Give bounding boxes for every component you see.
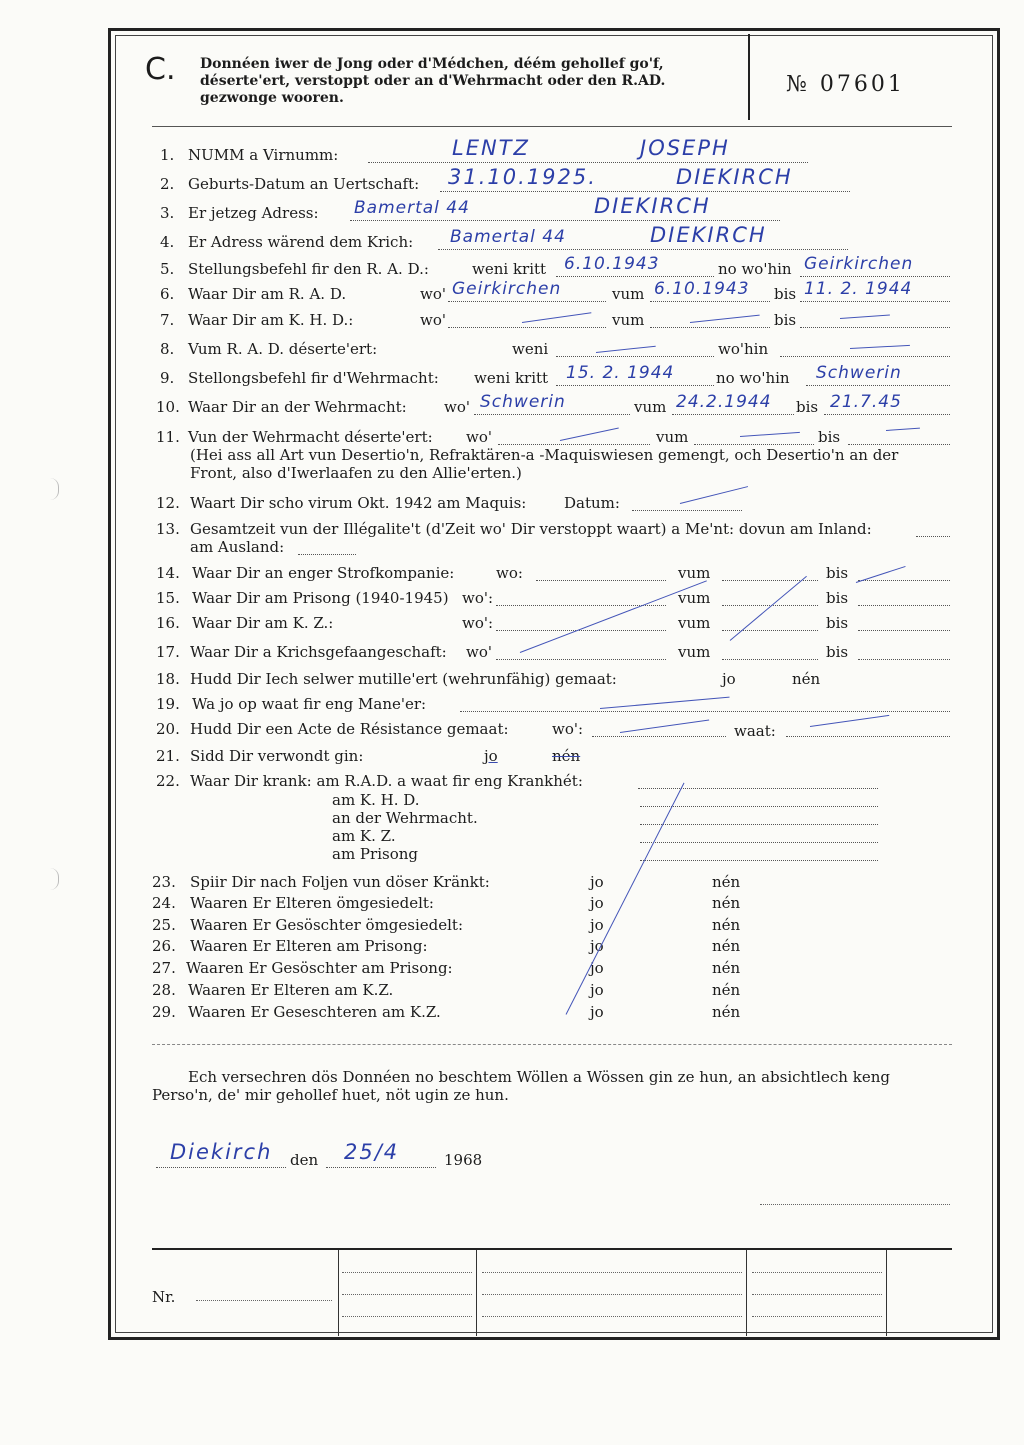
handwritten-wehrmacht-to: 21.7.45	[830, 392, 902, 412]
row-keyword: bis	[818, 428, 841, 446]
row-label: Waar Dir am R. A. D.	[188, 285, 347, 303]
option-no[interactable]: nén	[712, 873, 741, 891]
kz-from-field[interactable]	[722, 630, 818, 631]
row-number: 12.	[156, 494, 180, 512]
form-number	[786, 72, 905, 97]
option-yes[interactable]: jo	[590, 981, 604, 999]
row-label: Waar Dir am Prisong (1940-1945)	[192, 589, 449, 607]
header-divider	[748, 34, 750, 120]
wehrmacht-to-field[interactable]	[824, 414, 950, 415]
rad-desert-destination-field[interactable]	[780, 356, 950, 357]
row-number: 18.	[156, 670, 180, 688]
row-label: Vun der Wehrmacht déserte'ert:	[188, 428, 433, 446]
row-number: 23.	[152, 873, 176, 891]
row-number: 10.	[156, 398, 180, 416]
handwritten-firstname: JOSEPH	[640, 136, 730, 160]
row-label: Waar Dir am K. H. D.:	[188, 311, 354, 329]
row-label: Sidd Dir verwondt gin:	[190, 747, 364, 765]
resistance-what-field[interactable]	[786, 736, 950, 737]
row-keyword: vum	[612, 285, 645, 303]
row-label: Waar Dir an der Wehrmacht:	[188, 398, 407, 416]
footer-field[interactable]	[342, 1294, 472, 1295]
den-label: den	[290, 1151, 319, 1169]
row-label: Hudd Dir Iech selwer mutille'ert (wehrunfähig) gemaat:	[190, 670, 617, 688]
row-keyword: wo:	[496, 564, 523, 582]
option-no[interactable]: nén	[712, 894, 741, 912]
row-number: 25.	[152, 916, 176, 934]
row-label: Gesamtzeit vun der Illégalite't (d'Zeit wo' Dir verstoppt waart) a Me'nt: dovun am Inland:	[190, 520, 872, 538]
handwritten-town: DIEKIRCH	[594, 194, 711, 218]
desertion-to-field[interactable]	[848, 444, 950, 445]
row-number: 16.	[156, 614, 180, 632]
pow-to-field[interactable]	[858, 659, 950, 660]
address-field[interactable]	[350, 220, 780, 221]
row-keyword: waat:	[734, 722, 776, 740]
wehrmacht-place-field[interactable]	[474, 414, 630, 415]
row-label: Stellungsbefehl fir den R. A. D.:	[188, 260, 429, 278]
handwritten-date: 25/4	[344, 1140, 400, 1164]
row-number: 5.	[160, 260, 175, 278]
nr-field[interactable]	[196, 1300, 332, 1301]
option-yes[interactable]: jo	[590, 916, 604, 934]
illness-kz-field[interactable]	[640, 842, 878, 843]
row-number: 26.	[152, 937, 176, 955]
row-number: 7.	[160, 311, 175, 329]
punishment-company-from-field[interactable]	[722, 580, 818, 581]
pow-from-field[interactable]	[722, 659, 818, 660]
row-number: 9.	[160, 369, 175, 387]
handwritten-birthplace: DIEKIRCH	[676, 165, 793, 189]
row-note: (Hei ass all Art vun Desertio'n, Refraktären-a -Maquiswiesen gemengt, och Desertio'n an der Front, also d'Iwerlaafen zu den Allie'erten.)	[190, 446, 899, 482]
number-sign: №	[786, 72, 810, 97]
handwritten-place: Diekirch	[170, 1140, 273, 1164]
row-number: 8.	[160, 340, 175, 358]
khd-to-field[interactable]	[800, 327, 950, 328]
punch-hole	[50, 478, 59, 500]
row-number: 13.	[156, 520, 180, 538]
row-keyword: vum	[678, 643, 711, 661]
handwritten-surname: LENTZ	[452, 136, 530, 160]
option-yes[interactable]: jo	[590, 1003, 604, 1021]
handwritten-rad-place: Geirkirchen	[452, 279, 562, 299]
row-label: Waaren Er Geseschteren am K.Z.	[188, 1003, 441, 1021]
option-no[interactable]: nén	[792, 670, 821, 688]
row-label: Waaren Er Elteren ömgesiedelt:	[190, 894, 434, 912]
handwritten-address: Bamertal 44	[354, 198, 470, 218]
row-label: Geburts-Datum an Uertschaft:	[188, 175, 420, 193]
row-number: 29.	[152, 1003, 176, 1021]
footer-rule	[152, 1248, 952, 1250]
footer-field[interactable]	[342, 1272, 472, 1273]
rad-desert-date-field[interactable]	[556, 356, 714, 357]
footer-field[interactable]	[342, 1316, 472, 1317]
row-keyword: weni kritt	[472, 260, 547, 278]
year-label: 1968	[444, 1151, 483, 1169]
section-letter: C.	[145, 52, 176, 87]
row-number: 4.	[160, 233, 175, 251]
row-keyword: bis	[796, 398, 819, 416]
declaration-text: Ech versechren dös Donnéen no beschtem Wöllen a Wössen gin ze hun, an absichtlech keng Perso'n, de' mir gehollef huet, nöt ugin ze hun.	[152, 1068, 890, 1104]
row-number: 2.	[160, 175, 175, 193]
row-keyword: weni kritt	[474, 369, 549, 387]
punishment-company-place-field[interactable]	[536, 580, 666, 581]
option-yes[interactable]: jo	[722, 670, 736, 688]
row-label: Waaren Er Elteren am Prisong:	[190, 937, 428, 955]
illness-prison-field[interactable]	[640, 860, 878, 861]
illness-wehrmacht-field[interactable]	[640, 824, 878, 825]
wehrmacht-destination-field[interactable]	[806, 385, 950, 386]
mutilation-manner-field[interactable]	[460, 711, 950, 712]
row-label: Er jetzeg Adress:	[188, 204, 319, 222]
row-number: 14.	[156, 564, 180, 582]
option-no[interactable]: nén	[712, 981, 741, 999]
footer-field[interactable]	[482, 1272, 742, 1273]
handwritten-rad-order-date: 6.10.1943	[564, 254, 660, 274]
row-keyword: wo':	[552, 720, 584, 738]
row-keyword: no wo'hin	[718, 260, 792, 278]
kz-to-field[interactable]	[858, 630, 950, 631]
row-label: Waar Dir an enger Strofkompanie:	[192, 564, 455, 582]
birth-field[interactable]	[440, 191, 850, 192]
row-keyword: bis	[826, 589, 849, 607]
row-label: Er Adress wärend dem Krich:	[188, 233, 414, 251]
option-no[interactable]: nén	[712, 916, 741, 934]
row-keyword: bis	[826, 643, 849, 661]
row-keyword: wo'	[466, 643, 492, 661]
row-label: Stellongsbefehl fir d'Wehrmacht:	[188, 369, 439, 387]
row-keyword: vum	[656, 428, 689, 446]
pow-place-field[interactable]	[496, 659, 666, 660]
rad-place-field[interactable]	[448, 301, 606, 302]
handwritten-war-address: Bamertal 44	[450, 227, 566, 247]
option-yes[interactable]: jo	[590, 959, 604, 977]
row-keyword: wo':	[462, 614, 494, 632]
desertion-place-field[interactable]	[498, 444, 650, 445]
handwritten-rad-destination: Geirkirchen	[804, 254, 914, 274]
row-keyword: vum	[678, 589, 711, 607]
handwritten-rad-from: 6.10.1943	[654, 279, 750, 299]
row-keyword: vum	[678, 564, 711, 582]
row-keyword: vum	[678, 614, 711, 632]
abroad-time-field[interactable]	[298, 554, 356, 555]
footer-field[interactable]	[752, 1272, 882, 1273]
option-yes-selected[interactable]: jo	[484, 747, 498, 765]
row-number: 27.	[152, 959, 176, 977]
row-number: 28.	[152, 981, 176, 999]
footer-field[interactable]	[482, 1316, 742, 1317]
khd-from-field[interactable]	[650, 327, 770, 328]
row-keyword: wo'	[466, 428, 492, 446]
row-label: Spiir Dir nach Foljen vun döser Kränkt:	[190, 873, 490, 891]
row-label: Hudd Dir een Acte de Résistance gemaat:	[190, 720, 509, 738]
row-number: 24.	[152, 894, 176, 912]
wehrmacht-from-field[interactable]	[672, 414, 794, 415]
handwritten-rad-to: 11. 2. 1944	[804, 279, 913, 299]
war-address-field[interactable]	[438, 249, 848, 250]
row-number: 6.	[160, 285, 175, 303]
handwritten-wehrmacht-from: 24.2.1944	[676, 392, 772, 412]
row-keyword: bis	[826, 614, 849, 632]
row-number: 1.	[160, 146, 175, 164]
row-number: 11.	[156, 428, 180, 446]
row-number: 20.	[156, 720, 180, 738]
row-label: Waaren Er Elteren am K.Z.	[188, 981, 394, 999]
name-field[interactable]	[368, 162, 808, 163]
khd-place-field[interactable]	[448, 327, 606, 328]
option-yes[interactable]: jo	[590, 937, 604, 955]
resistance-place-field[interactable]	[592, 736, 726, 737]
number-value: 07601	[819, 72, 905, 97]
row-keyword: bis	[774, 285, 797, 303]
row-keyword: bis	[826, 564, 849, 582]
desertion-from-field[interactable]	[694, 444, 814, 445]
illness-khd-field[interactable]	[640, 806, 878, 807]
row-keyword: Datum:	[564, 494, 620, 512]
signature-field[interactable]	[760, 1204, 950, 1205]
option-yes[interactable]: jo	[590, 894, 604, 912]
row-keyword: bis	[774, 311, 797, 329]
form-intro: Donnéen iwer de Jong oder d'Médchen, déém gehollef go'f, déserte'ert, verstoppt oder an d'Wehrmacht oder den R.AD. gezwonge wooren.	[200, 56, 666, 106]
handwritten-birthdate: 31.10.1925.	[448, 165, 597, 189]
row-sub-label: am Prisong	[332, 845, 418, 863]
row-label: Waaren Er Gesöschter am Prisong:	[186, 959, 453, 977]
row-keyword: wo'	[420, 311, 446, 329]
nr-label: Nr.	[152, 1288, 176, 1306]
row-label: Waart Dir scho virum Okt. 1942 am Maquis:	[190, 494, 527, 512]
row-keyword: wo'	[444, 398, 470, 416]
handwritten-wehrmacht-destination: Schwerin	[816, 363, 902, 383]
signature-date-field[interactable]	[326, 1167, 436, 1168]
kz-place-field[interactable]	[496, 630, 666, 631]
row-sub-label: am K. H. D.	[332, 791, 420, 809]
row-number: 15.	[156, 589, 180, 607]
inland-time-field[interactable]	[916, 536, 950, 537]
row-number: 17.	[156, 643, 180, 661]
option-no[interactable]: nén	[712, 1003, 741, 1021]
wehrmacht-order-date-field[interactable]	[556, 385, 714, 386]
row-sub-label: an der Wehrmacht.	[332, 809, 478, 827]
option-yes[interactable]: jo	[590, 873, 604, 891]
row-keyword: weni	[512, 340, 549, 358]
rad-from-field[interactable]	[650, 301, 770, 302]
row-label: Waaren Er Gesöschter ömgesiedelt:	[190, 916, 464, 934]
row-number: 22.	[156, 772, 180, 790]
row-keyword: vum	[634, 398, 667, 416]
option-no[interactable]: nén	[712, 959, 741, 977]
maquis-date-field[interactable]	[632, 510, 742, 511]
row-label: Waar Dir a Krichsgefaangeschaft:	[190, 643, 447, 661]
footer-field[interactable]	[752, 1316, 882, 1317]
handwritten-war-town: DIEKIRCH	[650, 223, 767, 247]
footer-field[interactable]	[752, 1294, 882, 1295]
row-label: am Ausland:	[190, 538, 285, 556]
row-keyword: wo':	[462, 589, 494, 607]
header-rule	[152, 126, 952, 127]
row-number: 21.	[156, 747, 180, 765]
row-sub-label: am K. Z.	[332, 827, 396, 845]
row-keyword: wo'hin	[718, 340, 769, 358]
row-label: Waar Dir am K. Z.:	[192, 614, 334, 632]
prison-to-field[interactable]	[858, 605, 950, 606]
section-rule	[152, 1044, 952, 1045]
handwritten-wehrmacht-place: Schwerin	[480, 392, 566, 412]
rad-to-field[interactable]	[800, 301, 950, 302]
row-label: Wa jo op waat fir eng Mane'er:	[192, 695, 427, 713]
row-keyword: vum	[612, 311, 645, 329]
punishment-company-to-field[interactable]	[858, 580, 950, 581]
row-label: NUMM a Virnumm:	[188, 146, 339, 164]
signature-place-field[interactable]	[156, 1167, 286, 1168]
footer-field[interactable]	[482, 1294, 742, 1295]
row-number: 19.	[156, 695, 180, 713]
row-label: Waar Dir krank: am R.A.D. a waat fir eng Krankhét:	[190, 772, 583, 790]
row-keyword: wo'	[420, 285, 446, 303]
row-number: 3.	[160, 204, 175, 222]
illness-rad-field[interactable]	[638, 788, 878, 789]
row-keyword: no wo'hin	[716, 369, 790, 387]
punch-hole	[50, 868, 59, 890]
handwritten-wehrmacht-order-date: 15. 2. 1944	[566, 363, 675, 383]
option-no-struck[interactable]: nén	[552, 747, 581, 765]
row-label: Vum R. A. D. déserte'ert:	[188, 340, 378, 358]
option-no[interactable]: nén	[712, 937, 741, 955]
